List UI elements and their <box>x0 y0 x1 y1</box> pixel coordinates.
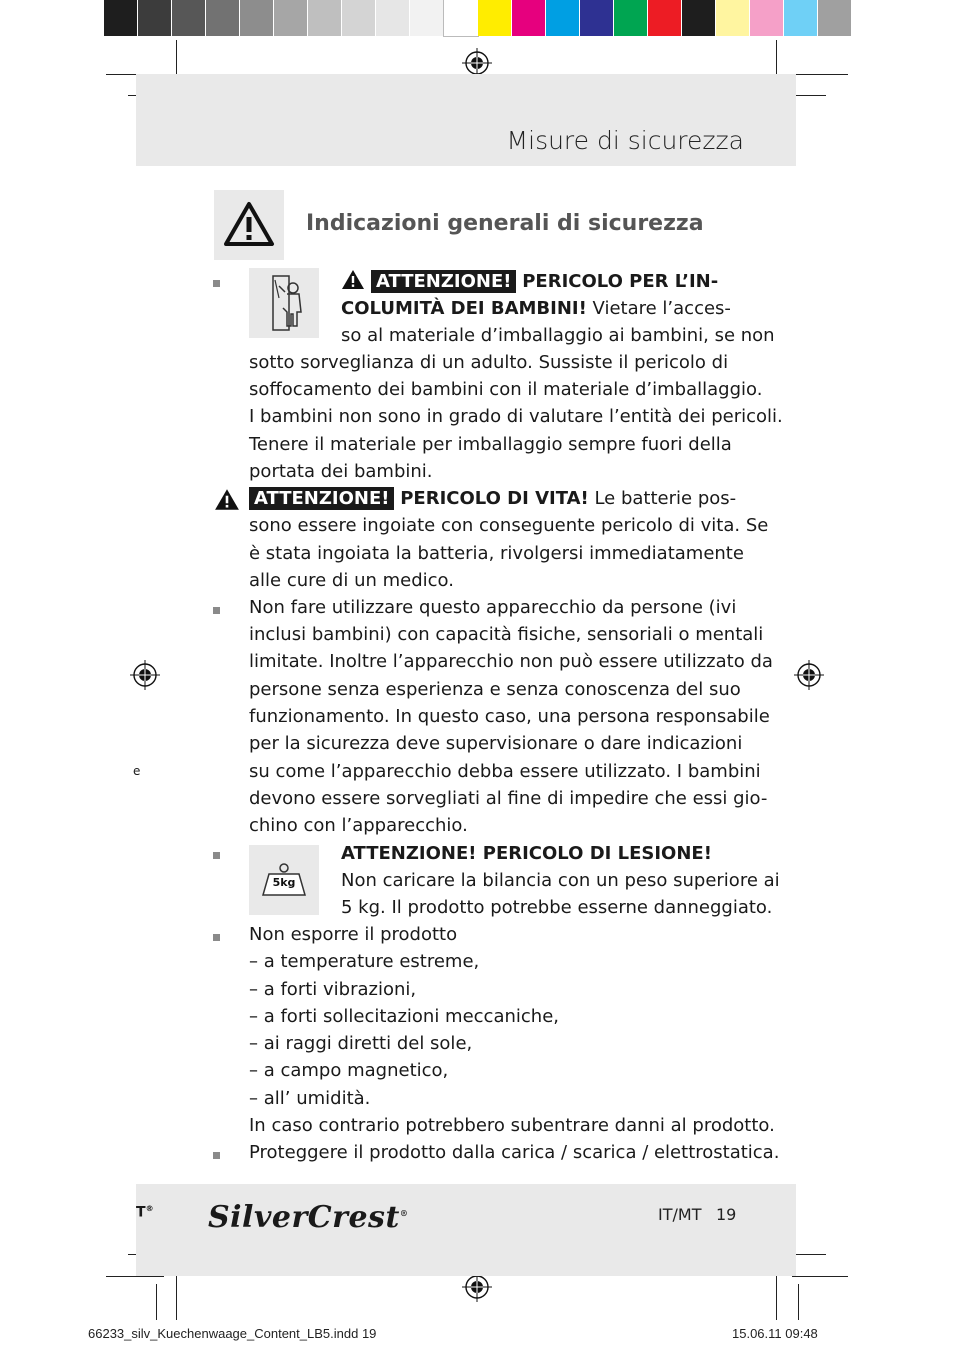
registration-mark-icon <box>794 660 824 690</box>
bullet-marker <box>213 280 220 287</box>
exposure-outro: In caso contrario potrebbero subentrare danni al prodotto. <box>249 1115 775 1136</box>
brand-logo: SilverCrest® <box>208 1200 409 1235</box>
attention-badge: ATTENZIONE! <box>249 487 394 510</box>
crop-mark <box>792 95 826 96</box>
bullet-marker <box>213 934 220 941</box>
footer-band <box>136 1184 796 1276</box>
children-warning-text: Vietare l’acces- <box>592 298 731 319</box>
children-warning-line7: Tenere il materiale per imballaggio sempre fuori della <box>249 434 732 455</box>
persons-line: persone senza esperienza e senza conoscenza del suo <box>249 679 741 700</box>
color-swatch <box>410 0 444 36</box>
crop-mark <box>792 1276 848 1277</box>
exposure-list-item: – all’ umidità. <box>249 1088 371 1109</box>
exposure-list-item: – a campo magnetico, <box>249 1060 449 1081</box>
exposure-intro: Non esporre il prodotto <box>249 924 458 945</box>
persons-line: devono essere sorvegliati al fine di impedire che essi gio- <box>249 788 768 809</box>
crop-mark <box>156 1284 157 1320</box>
color-swatch <box>546 0 580 36</box>
color-swatch <box>376 0 410 36</box>
warning-triangle-icon <box>214 190 284 260</box>
exposure-list-item: – ai raggi diretti del sole, <box>249 1033 473 1054</box>
crop-mark <box>792 74 848 75</box>
children-warning-line6: I bambini non sono in grado di valutare l’entità dei pericoli. <box>249 406 783 427</box>
injury-warning-line2: Non caricare la bilancia con un peso superiore ai <box>341 870 780 891</box>
injury-warning-heading: ATTENZIONE! PERICOLO DI LESIONE! <box>341 843 712 864</box>
life-warning-heading: PERICOLO DI VITA! <box>400 488 589 509</box>
bullet-marker <box>213 607 220 614</box>
page-title: Misure di sicurezza <box>506 126 744 155</box>
registration-mark-icon <box>462 1272 492 1302</box>
life-warning-text: Le batterie pos- <box>594 488 737 509</box>
life-warning-line2: sono essere ingoiate con conseguente pericolo di vita. Se <box>249 515 769 536</box>
color-swatch <box>478 0 512 36</box>
edge-fragment: e <box>133 764 141 778</box>
life-warning-line3: è stata ingoiata la batteria, rivolgersi immediatamente <box>249 543 744 564</box>
color-swatch <box>444 0 478 36</box>
color-swatch <box>716 0 750 36</box>
crop-mark <box>792 1254 826 1255</box>
color-swatch <box>614 0 648 36</box>
injury-warning-line3: 5 kg. Il prodotto potrebbe esserne danneggiato. <box>341 897 773 918</box>
persons-line: su come l’apparecchio debba essere utilizzato. I bambini <box>249 761 761 782</box>
page-number: 19 <box>716 1205 737 1224</box>
crop-mark <box>106 1276 164 1277</box>
persons-line: inclusi bambini) con capacità fisiche, sensoriali o mentali <box>249 624 764 645</box>
color-swatch <box>172 0 206 36</box>
persons-line: per la sicurezza deve supervisionare o dare indicazioni <box>249 733 743 754</box>
header-band <box>136 74 796 166</box>
footer-edge-fragment: T® <box>136 1204 154 1221</box>
crop-mark <box>798 1284 799 1320</box>
warning-triangle-icon <box>214 488 240 511</box>
color-swatch <box>274 0 308 36</box>
weight-label: 5kg <box>272 876 296 889</box>
children-warning-line8: portata dei bambini. <box>249 461 433 482</box>
children-warning-line2 <box>341 295 731 322</box>
section-icon-box <box>214 190 284 260</box>
color-swatch <box>206 0 240 36</box>
persons-line: Non fare utilizzare questo apparecchio da persone (ivi <box>249 597 737 618</box>
color-swatch <box>138 0 172 36</box>
color-swatch <box>308 0 342 36</box>
footer-language: IT/MT <box>658 1205 702 1224</box>
color-swatch <box>648 0 682 36</box>
persons-line: chino con l’apparecchio. <box>249 815 468 836</box>
crop-mark <box>776 40 777 78</box>
color-swatch <box>682 0 716 36</box>
crop-mark <box>176 40 177 78</box>
print-slug-file: 66233_silv_Kuechenwaage_Content_LB5.indd 19 <box>88 1326 377 1341</box>
crop-mark <box>176 1274 177 1320</box>
color-swatch <box>342 0 376 36</box>
static-warning: Proteggere il prodotto dalla carica / scarica / elettrostatica. <box>249 1142 780 1163</box>
color-swatch <box>818 0 852 36</box>
color-swatch <box>580 0 614 36</box>
crop-mark <box>776 1274 777 1320</box>
bullet-marker <box>213 852 220 859</box>
attention-badge: ATTENZIONE! <box>371 270 516 293</box>
color-calibration-bar <box>104 0 852 36</box>
section-heading: Indicazioni generali di sicurezza <box>306 211 704 236</box>
children-warning-line4: sotto sorveglianza di un adulto. Sussiste il pericolo di <box>249 352 729 373</box>
persons-line: limitate. Inoltre l’apparecchio non può essere utilizzato da <box>249 651 773 672</box>
bullet-marker <box>213 1152 220 1159</box>
color-swatch <box>240 0 274 36</box>
children-warning-line5: soffocamento dei bambini con il materiale d’imballaggio. <box>249 379 763 400</box>
print-slug-date: 15.06.11 09:48 <box>732 1326 818 1341</box>
exposure-list-item: – a forti sollecitazioni meccaniche, <box>249 1006 559 1027</box>
color-swatch <box>784 0 818 36</box>
children-warning-heading-cont: COLUMITÀ DEI BAMBINI! <box>341 298 587 319</box>
children-warning-heading: PERICOLO PER L’IN- <box>522 271 719 292</box>
warning-triangle-icon <box>341 269 365 290</box>
child-hazard-icon <box>249 268 319 338</box>
weight-limit-pictogram <box>249 845 319 915</box>
persons-line: funzionamento. In questo caso, una persona responsabile <box>249 706 770 727</box>
color-swatch <box>104 0 138 36</box>
child-hazard-pictogram <box>249 268 319 338</box>
children-warning-line1 <box>341 268 718 295</box>
color-swatch <box>512 0 546 36</box>
color-swatch <box>750 0 784 36</box>
children-warning-line3: so al materiale d’imballaggio ai bambini, se non <box>341 325 775 346</box>
exposure-list-item: – a forti vibrazioni, <box>249 979 417 1000</box>
life-warning-line1 <box>249 485 736 512</box>
exposure-list-item: – a temperature estreme, <box>249 951 480 972</box>
life-warning-line4: alle cure di un medico. <box>249 570 454 591</box>
registration-mark-icon <box>130 660 160 690</box>
